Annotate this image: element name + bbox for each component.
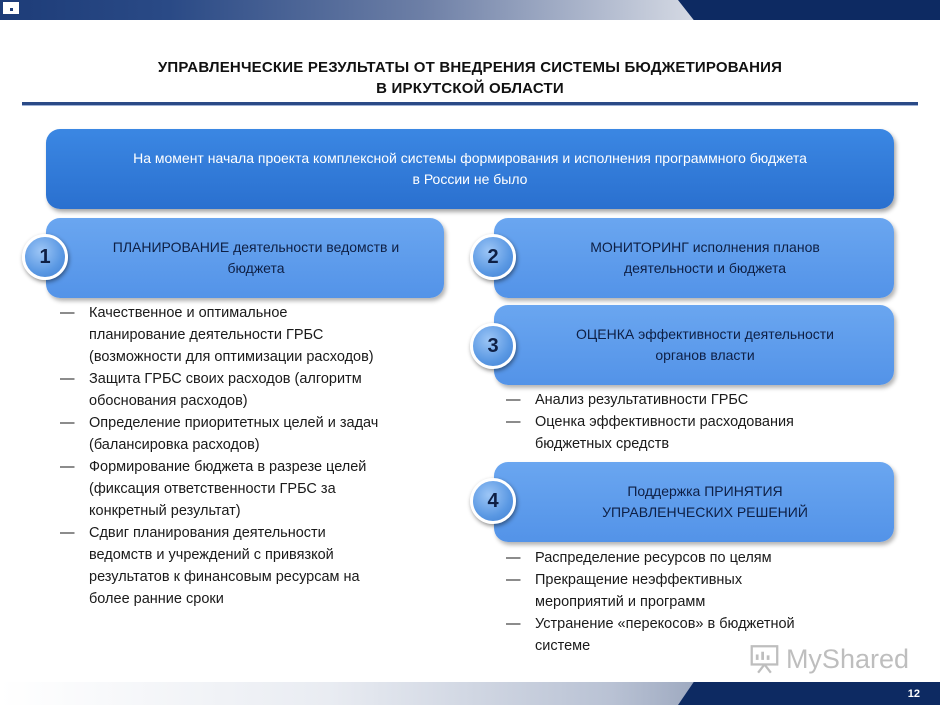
list-item-line: — Анализ результативности ГРБС	[535, 392, 749, 408]
evaluation-box	[494, 305, 894, 385]
intro-banner-line-2: в России не было	[412, 171, 528, 187]
page-title-line-2: В ИРКУТСКОЙ ОБЛАСТИ	[376, 80, 564, 97]
list-item-line: мероприятий и программ	[535, 594, 706, 610]
planning-box-line-1: ПЛАНИРОВАНИЕ деятельности ведомств и	[112, 239, 400, 255]
list-item-line: бюджетных средств	[535, 436, 670, 452]
list-item	[506, 411, 886, 455]
list-item-line: — Определение приоритетных целей и задач	[89, 415, 379, 431]
monitoring-box-line-1: МОНИТОРИНГ исполнения планов	[590, 239, 820, 255]
monitoring-box	[494, 218, 894, 298]
list-item-line: системе	[535, 638, 591, 654]
top-decorative-band-right	[678, 0, 940, 20]
list-item-line: — Качественное и оптимальное	[89, 305, 288, 321]
evaluation-box-line-2: органов власти	[655, 347, 755, 363]
list-item-line: более ранние сроки	[89, 591, 224, 607]
title-underline	[22, 102, 918, 105]
step-number-4: 4	[470, 478, 516, 524]
bottom-decorative-band-right	[678, 682, 940, 705]
list-item-line: — Сдвиг планирования деятельности	[89, 525, 326, 541]
square-marker-icon	[2, 1, 20, 15]
watermark-text: MyShared	[785, 643, 909, 674]
list-item	[60, 456, 440, 522]
evaluation-box-line-1: ОЦЕНКА эффективности деятельности	[576, 326, 834, 342]
list-item-line: — Устранение «перекосов» в бюджетной	[535, 616, 795, 632]
decision-support-box-line-1: Поддержка ПРИНЯТИЯ	[627, 483, 783, 499]
list-item	[60, 302, 440, 368]
list-item	[60, 412, 440, 456]
decision-support-box	[494, 462, 894, 542]
list-item	[60, 368, 440, 412]
planning-results-list	[60, 302, 440, 610]
intro-banner-line-1: На момент начала проекта комплексной системы формирования и исполнения программного бюджета	[133, 150, 807, 166]
list-item-line: ведомств и учреждений с привязкой	[89, 547, 334, 563]
list-item-line: (возможности для оптимизации расходов)	[89, 349, 374, 365]
planning-box-line-2: бюджета	[227, 260, 285, 276]
step-number-2: 2	[470, 234, 516, 280]
intro-banner	[46, 129, 894, 209]
list-item-line: конкретный результат)	[89, 503, 241, 519]
list-item-line: (балансировка расходов)	[89, 437, 260, 453]
page-title-line-1: УПРАВЛЕНЧЕСКИЕ РЕЗУЛЬТАТЫ ОТ ВНЕДРЕНИЯ СИСТЕМЫ БЮДЖЕТИРОВАНИЯ	[157, 59, 783, 76]
myshared-watermark	[749, 640, 909, 678]
list-item	[506, 389, 886, 411]
decision-support-box-line-2: УПРАВЛЕНЧЕСКИХ РЕШЕНИЙ	[602, 504, 808, 520]
monitoring-box-line-2: деятельности и бюджета	[623, 260, 787, 276]
list-item	[60, 522, 440, 610]
evaluation-results-list	[506, 389, 886, 455]
list-item-line: — Оценка эффективности расходования	[535, 414, 794, 430]
list-item-line: результатов к финансовым ресурсам на	[89, 569, 360, 585]
list-item-line: обоснования расходов)	[89, 393, 248, 409]
planning-box	[46, 218, 444, 298]
page-number: 12	[907, 688, 920, 700]
list-item-line: — Прекращение неэффективных	[535, 572, 743, 588]
list-item-line: — Защита ГРБС своих расходов (алгоритм	[89, 371, 362, 387]
step-number-3: 3	[470, 323, 516, 369]
list-item-line: — Распределение ресурсов по целям	[535, 550, 772, 566]
presentation-board-icon	[749, 642, 780, 676]
list-item-line: планирование деятельности ГРБС	[89, 327, 324, 343]
list-item-line: — Формирование бюджета в разрезе целей	[89, 459, 367, 475]
page-title	[40, 57, 900, 99]
list-item-line: (фиксация ответственности ГРБС за	[89, 481, 336, 497]
list-item	[506, 569, 886, 613]
list-item	[506, 547, 886, 569]
step-number-1: 1	[22, 234, 68, 280]
